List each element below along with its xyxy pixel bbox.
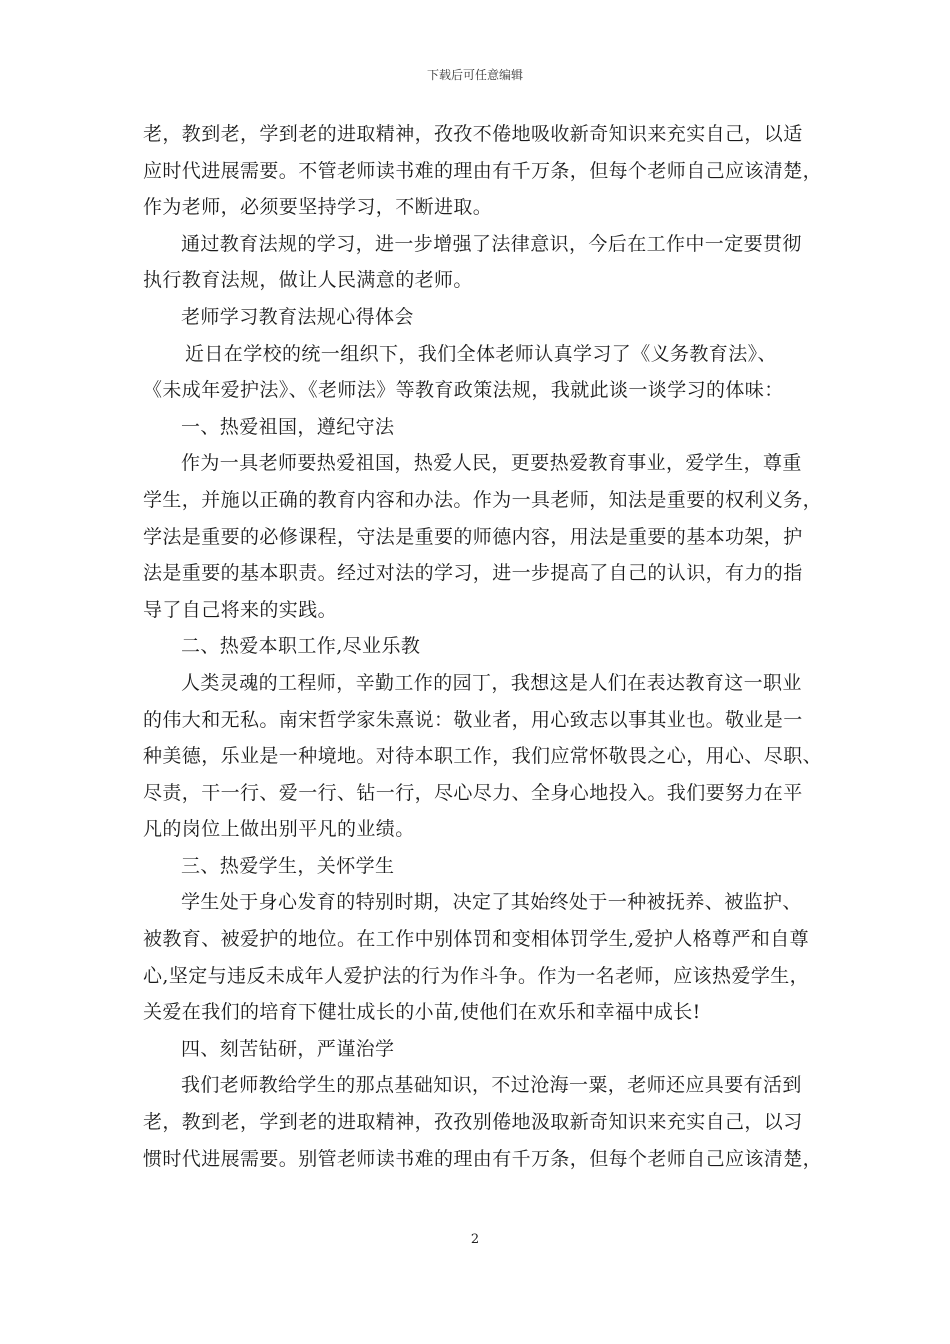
text-line: 学生，并施以正确的教育内容和办法。作为一具老师，知法是重要的权利义务， [143,488,823,511]
text-line: 凡的岗位上做出别平凡的业绩。 [143,818,415,841]
paragraph-first-line: 通过教育法规的学习，进一步增强了法律意识，今后在工作中一定要贯彻 [181,232,802,255]
page-number: 2 [470,1232,480,1247]
text-line: 关爱在我们的培育下健壮成长的小苗,使他们在欢乐和幸福中成长! [143,1001,701,1024]
text-line: 种美德，乐业是一种境地。对待本职工作，我们应常怀敬畏之心，用心、尽职、 [143,745,823,768]
text-line: 尽责，干一行、爱一行、钻一行，尽心尽力、全身心地投入。我们要努力在平 [143,781,803,804]
section-heading: 一、热爱祖国，遵纪守法 [181,415,395,438]
paragraph-first-line: 我们老师教给学生的那点基础知识，不过沧海一粟，老师还应具要有活到 [181,1074,802,1097]
text-line: 法是重要的基本职责。经过对法的学习，进一步提高了自己的认识，有力的指 [143,562,803,585]
paragraph-first-line: 人类灵魂的工程师，辛勤工作的园丁，我想这是人们在表达教育这一职业 [181,671,802,694]
text-line: 导了自己将来的实践。 [143,598,338,621]
document-body [143,116,823,1177]
text-line: 惯时代进展需要。别管老师读书难的理由有千万条，但每个老师自己应该清楚， [143,1147,823,1170]
text-line: 老，教到老，学到老的进取精神，孜孜别倦地汲取新奇知识来充实自己，以习 [143,1111,803,1134]
text-line: 被教育、被爱护的地位。在工作中别体罚和变相体罚学生,爱护人格尊严和自尊 [143,928,810,951]
text-line: 作为老师，必须要坚持学习，不断进取。 [143,196,493,219]
text-line: 的伟大和无私。南宋哲学家朱熹说：敬业者，用心致志以事其业也。敬业是一 [143,708,803,731]
text-line: 学法是重要的必修课程，守法是重要的师德内容，用法是重要的基本功架，护 [143,525,803,548]
text-line: 《未成年爱护法》、《老师法》等教育政策法规，我就此谈一谈学习的体味： [143,379,784,402]
paragraph-first-line: 近日在学校的统一组织下，我们全体老师认真学习了《义务教育法》、 [185,342,777,365]
section-heading: 三、热爱学生，关怀学生 [181,854,395,877]
section-heading: 四、刻苦钻研，严谨治学 [181,1037,395,1060]
section-heading: 二、热爱本职工作,尽业乐教 [181,635,421,658]
text-line: 应时代进展需要。不管老师读书难的理由有千万条，但每个老师自己应该清楚， [143,159,823,182]
paragraph-first-line: 学生处于身心发育的特别时期，决定了其始终处于一种被抚养、被监护、 [181,891,802,914]
text-line: 心,坚定与违反未成年人爱护法的行为作斗争。作为一名老师，应该热爱学生， [143,964,810,987]
article-title: 老师学习教育法规心得体会 [181,305,414,328]
text-line: 老，教到老，学到老的进取精神，孜孜不倦地吸收新奇知识来充实自己，以适 [143,123,803,145]
text-line: 执行教育法规，做让人民满意的老师。 [143,269,473,292]
page-header: 下载后可任意编辑 [426,68,523,82]
paragraph-first-line: 作为一具老师要热爱祖国，热爱人民，更要热爱教育事业，爱学生，尊重 [181,452,802,475]
